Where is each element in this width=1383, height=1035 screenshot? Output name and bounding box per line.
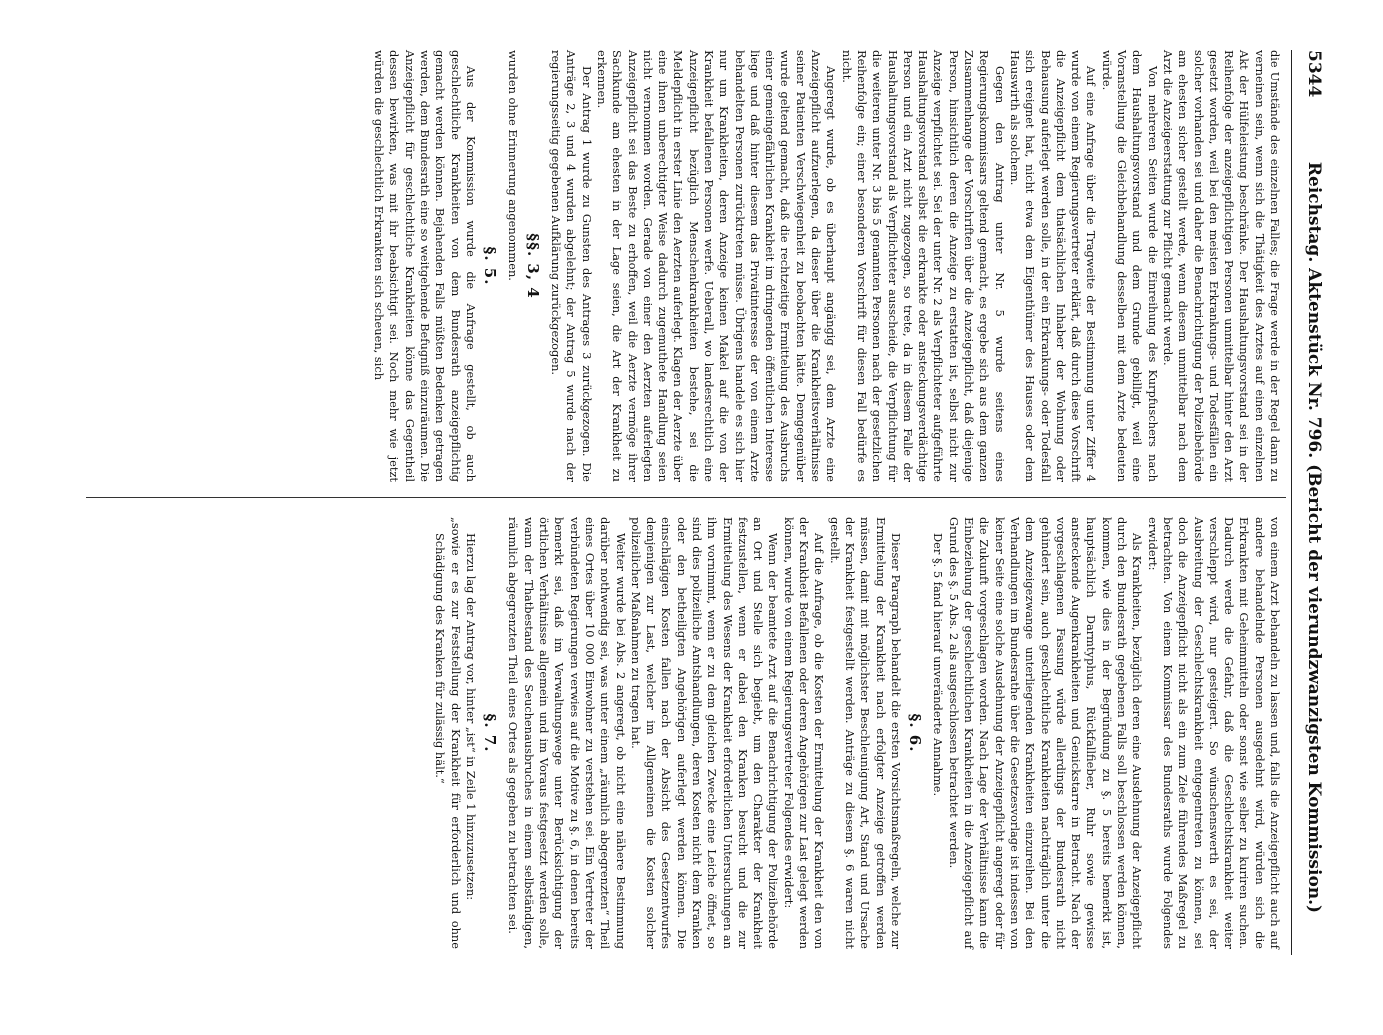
paragraph: Als Krankheiten, bezüglich deren eine Ausdehnung der Anzeigepflicht durch den Bundesrath gegebenen Falls soll beschlossen werden können, kommen, wie dies in der Begründung zu §. 5 bereits bemerkt ist, hauptsächlich Darmtyphus, Rückfallfieber, Ruhr sowie gewisse ansteckende Augenkrankheiten und Genickstarre in Betracht. Nach der vorgeschlagenen Fassung würde allerdings der Bundesrath nicht gehindert sein, auch geschlechtliche Krankheiten nachträglich unter die dem Anzeigezwange unterliegenden Krankheiten einzureihen. Bei den Verhandlungen im Bundesrathe über die Gesetzesvorlage ist indessen von keiner Seite eine solche Ausdehnung der Anzeigepflicht angeregt oder für die Zukunft vorgeschlagen worden. Nach Lage der Verhältnisse kann die Einbeziehung der geschlechtlichen Krankheiten in die Anzeigepflicht auf Grund des §. 5 Abs. 2 als ausgeschlossen betrachtet werden. (946, 517, 1144, 949)
paragraph: Gegen den Antrag unter Nr. 5 wurde seitens eines Regierungskommissars geltend gemacht, es ergebe sich aus dem ganzen Zusammenhange der Vorschriften über die Anzeigepflicht, daß diejenige Person, hinsichtlich deren die Anzeige zu erstatten ist, selbst nicht zur Anzeige verpflichtet sei. Sei der unter Nr. 2 als Verpflichteter aufgeführte Haushaltungsvorstand selbst die erkrankte oder ansteckungsverdächtige Person und ein Arzt nicht zugezogen, so trete, da in diesem Falle der Haushaltungsvorstand als Verpflichteter ausscheide, die Verpflichtung für die weiteren unter Nr. 3 bis 5 genannten Personen nach der gesetzlichen Reihenfolge ein; einer besonderen Vorschrift für diesen Fall bedürfe es nicht. (839, 50, 1007, 482)
section-heading-6: §. 6. (905, 713, 924, 753)
paragraph: Auf die Anfrage, ob die Kosten der Ermittelung der Krankheit den von der Krankheit Befallenen oder deren Angehörigen zur Last gelegt werden können, wurde von einem Regierungsvertreter Folgendes erwidert: (781, 517, 826, 949)
paragraph: Angeregt wurde, ob es überhaupt angängig sei, dem Arzte eine Anzeigepflicht aufzuerlegen, da dieser über die Krankheitsverhältnisse seiner Patienten Verschwiegenheit zu beobachten hätte. Demgegenüber wurde geltend gemacht, daß die rechtzeitige Ermittelung des Ausbruchs einer gemeingefährlichen Krankheit im dringenden öffentlichen Interesse liege und daß hinter diesem das Privatinteresse der von einem Arzte behandelten Personen zurücktreten müsse. Übrigens handele es sich hier nur um Krankheiten, deren Anzeige keinen Makel auf die von der Krankheit befallenen Personen werfe. Ueberall, wo landesrechtlich eine Anzeigepflicht bezüglich Menschenkrankheiten bestehe, sei die Meldepflicht in erster Linie den Aerzten auferlegt. Klagen der Aerzte über eine ihnen unberechtigter Weise dadurch zugemuthete Handlung seien nicht vernommen worden. Gerade von einer den Aerzten auferlegten Anzeigepflicht sei das Beste zu erhoffen, weil die Aerzte vermöge ihrer Sachkunde am ehesten in der Lage seien, die Art der Krankheit zu erkennen. (594, 50, 838, 482)
section-heading-7: §. 7. (480, 713, 499, 753)
paragraph: von einem Arzt behandeln zu lassen und, falls die Anzeigepflicht auch auf andere behandelnde Personen ausgedehnt wird, würden sich die Erkrankten mit Geheimmitteln oder sonst wie selber zu kuriren suchen. Dadurch werde die Gefahr, daß die Geschlechtskrankheit weiter verschleppt wird, nur gesteigert. So wünschenswerth es sei, der Ausbreitung der Geschlechtskrankheit entgegentreten zu können, sei doch die Anzeigepflicht nicht als ein zum Ziele führendes Maßregel zu betrachten. Von einem Kommissar des Bundesraths wurde Folgendes erwidert: (1145, 517, 1282, 949)
column-divider (86, 497, 1286, 498)
paragraph: die Umstände des einzelnen Falles; die Frage werde in der Regel dann zu verneinen sein, wenn sich die Thätigkeit des Arztes auf einen einzelnen Akt der Hülfeleistung beschränke. Der Haushaltungsvorstand sei in der Reihenfolge der anzeigepflichtigen Personen unmittelbar hinter den Arzt gesetzt worden, weil bei den meisten Erkrankungs- und Todesfällen ein solcher vorhanden sei und daher die Benachrichtigung der Polizeibehörde am ehesten sicher gestellt werde, wenn diesem unmittelbar nach dem Arzt die Anzeigeerstattung zur Pflicht gemacht werde. (1160, 50, 1282, 482)
left-column (370, 50, 1281, 482)
paragraph: Von mehreren Seiten wurde die Einreihung des Kurpfuschers nach dem Haushaltungsvorstand und dem Grunde gebilligt, weil eine Voranstellung die Gleichbehandlung desselben mit dem Arzte bedeuten würde. (1099, 50, 1160, 482)
digitization-footer (60, 25, 74, 975)
section-heading-5: §. 5. (480, 246, 499, 286)
page-header (1290, 50, 1324, 955)
section-heading-3-4: §§. 3, 4 (523, 233, 542, 299)
paragraph: Hierzu lag der Antrag vor, hinter „ist“ in Zeile 1 hinzuzusetzen: (463, 533, 478, 901)
paragraph: Auf eine Anfrage über die Tragweite der Bestimmung unter Ziffer 4 wurde von einem Regierungsvertreter erklärt, daß durch diese Vorschrift die Anzeigepflicht dem thatsächlichen Inhaber der Wohnung oder Behausung auferlegt werden solle, in der ein Erkrankungs- oder Todesfall sich ereignet hat, nicht etwa dem Eigenthümer des Hauses oder dem Hauswirth als solchem. (1007, 50, 1098, 482)
paragraph: Der Antrag 1 wurde zu Gunsten des Antrages 3 zurückgezogen. Die Anträge 2, 3 und 4 wurden abgelehnt; der Antrag 5 wurde nach der regierungsseitig gegebenen Aufklärung zurückgezogen. (548, 50, 594, 482)
paragraph: Aus der Kommission wurde die Anfrage gestellt, ob auch geschlechtliche Krankheiten von dem Bundesrath anzeigepflichtig gemacht werden können. Bejahenden Falls müßten Bedenken getragen werden, dem Bundesrath eine so weitgehende Befugniß einzuräumen. Die Anzeigepflicht für geschlechtliche Krankheiten könne das Gegentheil dessen bewirken, was mit ihr beabsichtigt sei. Noch mehr wie jetzt würden die geschlechtlich Erkrankten sich scheuen, sich (371, 50, 478, 482)
document-page (52, 25, 1332, 975)
paragraph: Weiter wurde bei Abs. 2 angeregt, ob nicht eine nähere Bestimmung darüber nothwendig sei, was unter einem „räumlich abgegrenzten“ Theil eines Ortes über 10 000 Einwohner zu verstehen sei. Ein Vertreter der verbündeten Regierungen verwies auf die Motive zu §. 6, in denen bereits bemerkt sei, daß im Verwaltungswege unter Berücksichtigung der örtlichen Verhältnisse allgemein und im Voraus festgesetzt werden solle, wann der Thatbestand des Seuchenausbruches in einem selbständigen, räumlich abgegrenzten Theil eines Ortes als gegeben zu betrachten sei. (505, 517, 628, 949)
paragraph: wurden ohne Erinnerung angenommen. (505, 50, 520, 281)
header-rule (1291, 50, 1292, 955)
quoted-amendment: „sowie er es zur Feststellung der Krankheit für erforderlich und ohne Schädigung des Kranken für zulässig hält.“ (432, 517, 463, 949)
paragraph: Der §. 5 fand hierauf unveränderte Annahme. (930, 533, 945, 797)
right-column (431, 517, 1281, 949)
page-number: 5344 (1303, 50, 1324, 98)
paragraph: Dieser Paragraph behandelt die ersten Vorsichtsmaßregeln, welche zur Ermittelung der Krankheit nach erfolgter Anzeige getroffen werden müssen, damit mit möglichster Beschleunigung Art, Stand und Ursache der Krankheit festgestellt werden. Anträge zu diesem §. 6 waren nicht gestellt. (827, 517, 903, 949)
running-title: Reichstag. Aktenstück Nr. 796. (Bericht der vierundzwanzigsten Kommission.) (1303, 161, 1324, 914)
paragraph: Wenn der beamtete Arzt auf die Benachrichtigung der Polizeibehörde an Ort und Stelle sich begiebt, um den Charakter der Krankheit festzustellen, wenn er dabei den Kranken besucht und die zur Ermittelung des Wesens der Krankheit erforderlichen Untersuchungen an ihm vornimmt, wenn er zu dem gleichen Zwecke eine Leiche öffnet, so sind dies polizeiliche Amtshandlungen, deren Kosten nicht dem Kranken oder den betheiligten Angehörigen auferlegt werden können. Die einschlägigen Kosten fallen nach der Absicht des Gesetzentwurfes demjenigen zur Last, welcher im Allgemeinen die Kosten solcher polizeilicher Maßnahmen zu tragen hat. (628, 517, 780, 949)
